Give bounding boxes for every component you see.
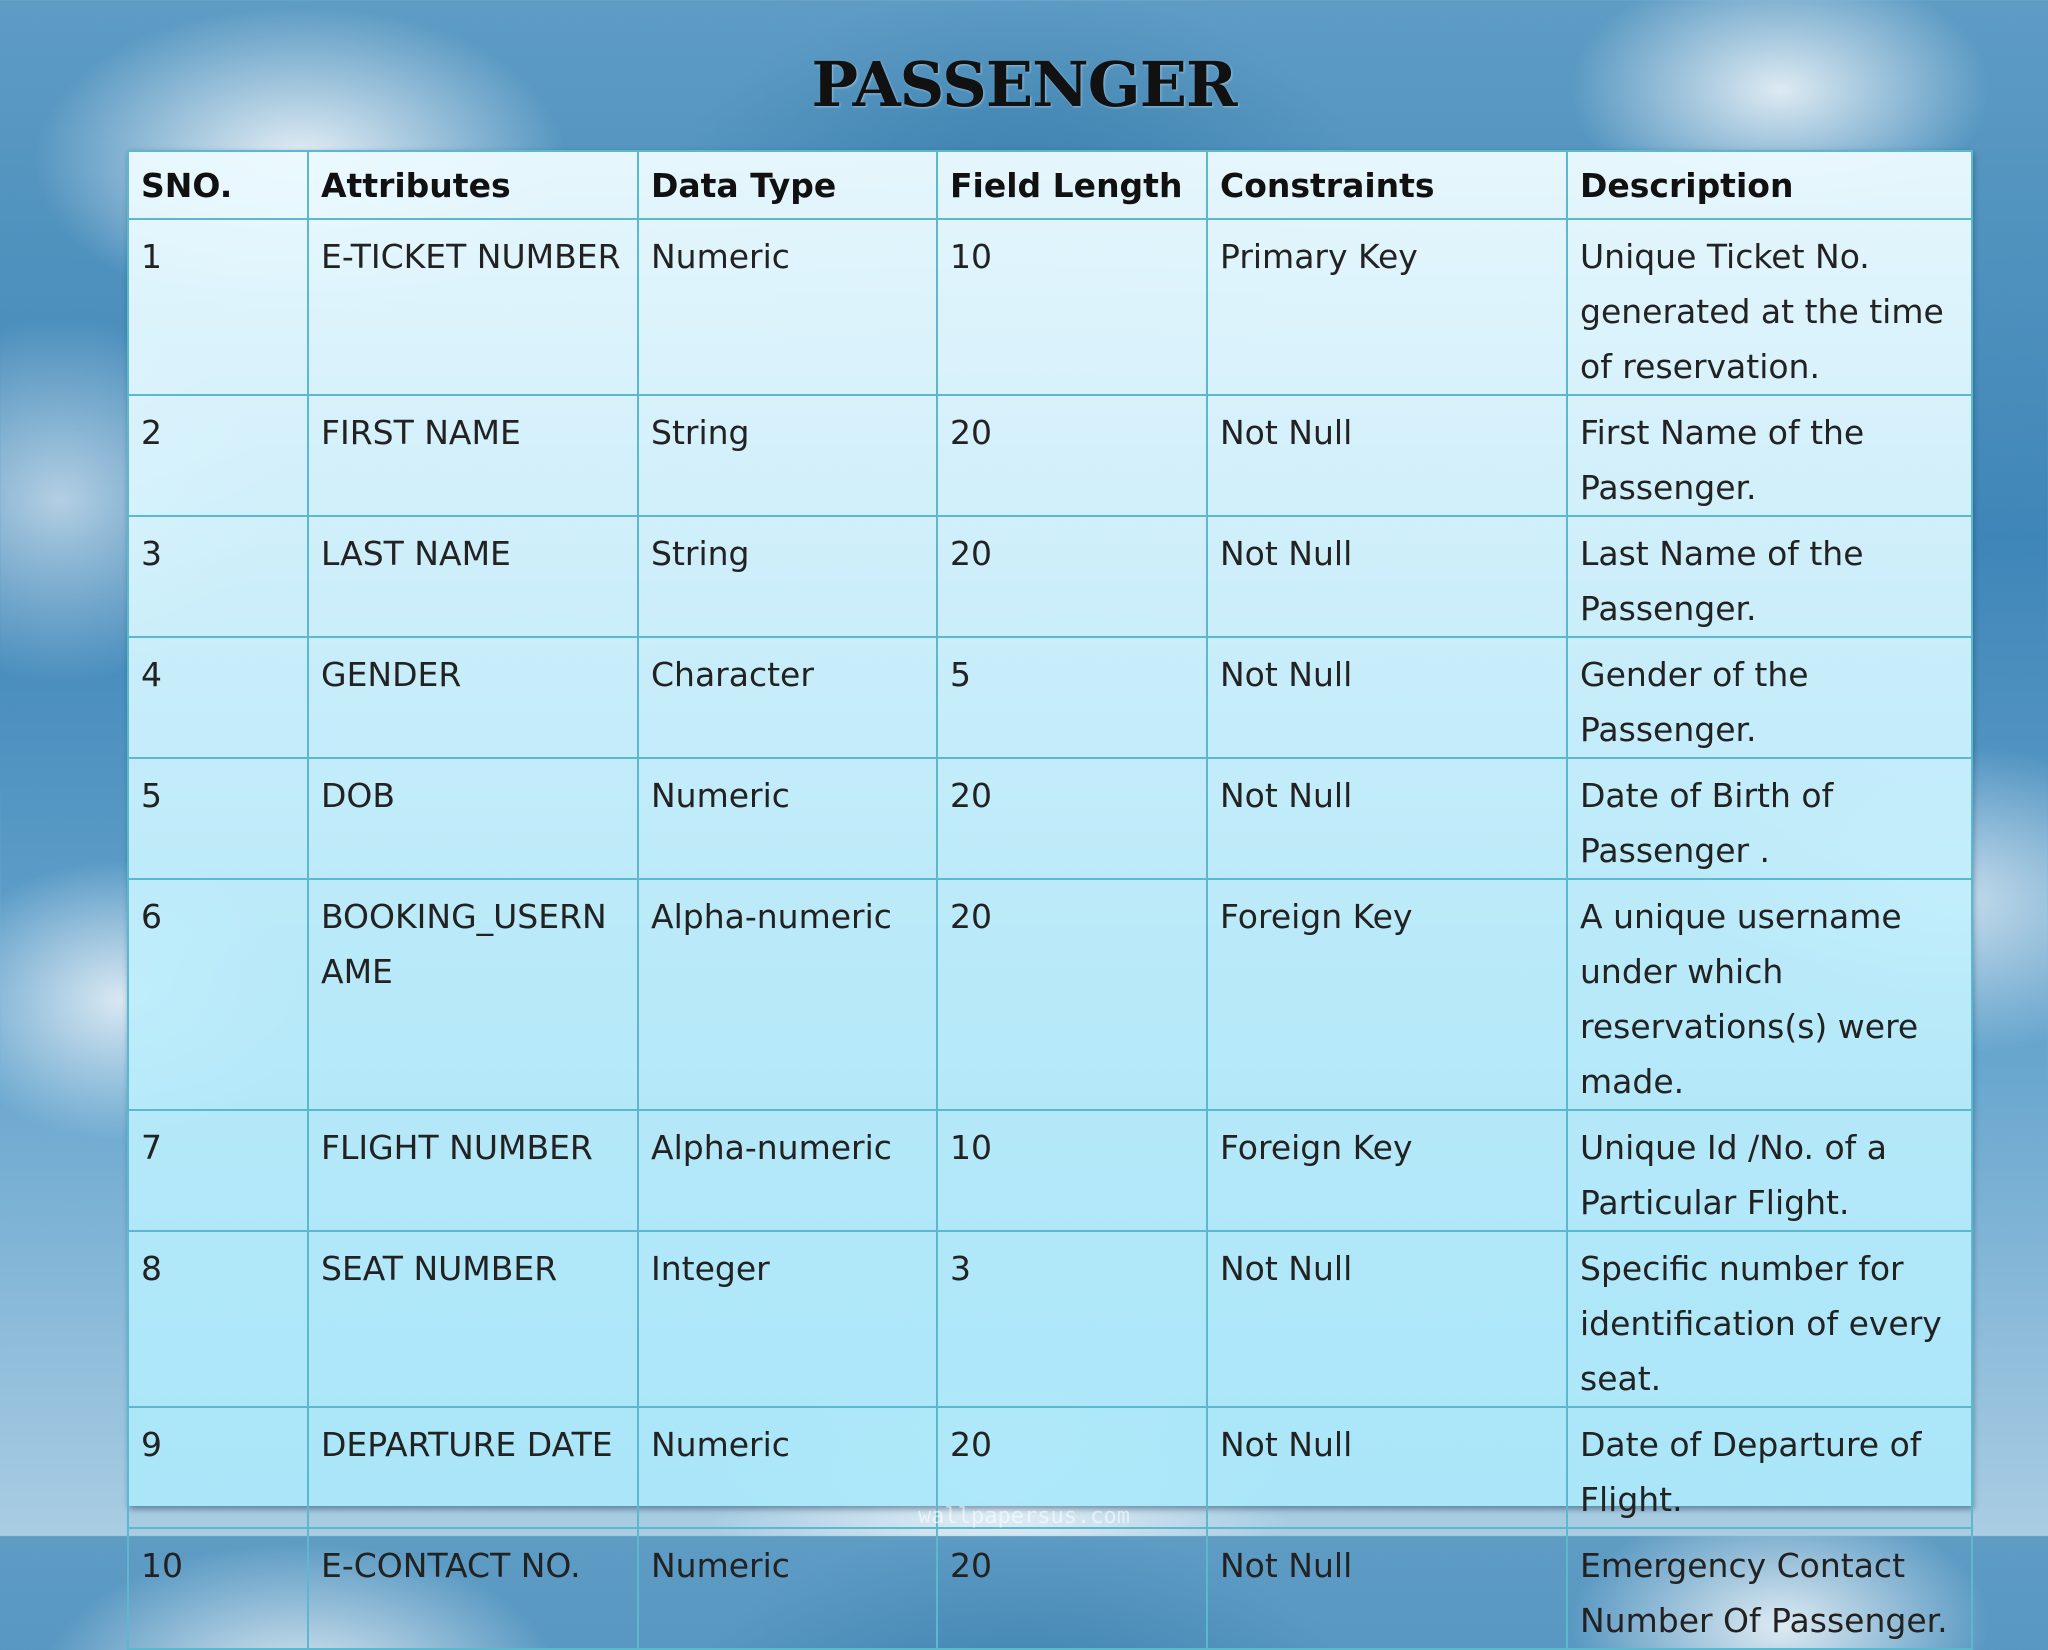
cell-constraints: Not Null (1207, 516, 1567, 637)
cell-description: First Name of the Passenger. (1567, 395, 1972, 516)
cell-attribute: SEAT NUMBER (308, 1231, 638, 1407)
cell-constraints: Not Null (1207, 758, 1567, 879)
cell-description: Specific number for identification of every seat. (1567, 1231, 1972, 1407)
cell-field-length: 20 (937, 879, 1207, 1110)
cell-field-length: 5 (937, 637, 1207, 758)
cell-description: Unique Ticket No. generated at the time of reservation. (1567, 219, 1972, 395)
cell-description: Date of Departure of Flight. (1567, 1407, 1972, 1528)
cell-data-type: Numeric (638, 1528, 937, 1649)
cell-field-length: 3 (937, 1231, 1207, 1407)
cell-attribute: FIRST NAME (308, 395, 638, 516)
cell-attribute: BOOKING_USERNAME (308, 879, 638, 1110)
cell-sno: 2 (128, 395, 308, 516)
cell-sno: 3 (128, 516, 308, 637)
cell-data-type: Numeric (638, 219, 937, 395)
cell-field-length: 20 (937, 395, 1207, 516)
page-title: PASSENGER (811, 48, 1237, 121)
table-row (128, 637, 1972, 758)
cell-data-type: Alpha-numeric (638, 1110, 937, 1231)
header-description: Description (1567, 151, 1972, 219)
cell-sno: 9 (128, 1407, 308, 1528)
cell-description: Date of Birth of Passenger . (1567, 758, 1972, 879)
cell-data-type: Numeric (638, 758, 937, 879)
cell-description: Gender of the Passenger. (1567, 637, 1972, 758)
cell-sno: 1 (128, 219, 308, 395)
cell-data-type: String (638, 395, 937, 516)
table-row (128, 1110, 1972, 1231)
cell-attribute: DOB (308, 758, 638, 879)
cell-field-length: 20 (937, 758, 1207, 879)
cell-description: Emergency Contact Number Of Passenger. (1567, 1528, 1972, 1649)
cell-description: Unique Id /No. of a Particular Flight. (1567, 1110, 1972, 1231)
cell-sno: 6 (128, 879, 308, 1110)
cell-constraints: Not Null (1207, 637, 1567, 758)
cell-sno: 10 (128, 1528, 308, 1649)
table-header-row (128, 151, 1972, 219)
header-attributes: Attributes (308, 151, 638, 219)
cell-data-type: Character (638, 637, 937, 758)
header-data-type: Data Type (638, 151, 937, 219)
header-constraints: Constraints (1207, 151, 1567, 219)
cell-data-type: Numeric (638, 1407, 937, 1528)
cell-data-type: String (638, 516, 937, 637)
cell-constraints: Not Null (1207, 1528, 1567, 1649)
table-row (128, 1528, 1972, 1649)
cell-field-length: 20 (937, 1407, 1207, 1528)
table-row (128, 516, 1972, 637)
cell-constraints: Foreign Key (1207, 1110, 1567, 1231)
cell-description: A unique username under which reservations(s) were made. (1567, 879, 1972, 1110)
cell-constraints: Not Null (1207, 1407, 1567, 1528)
cell-attribute: FLIGHT NUMBER (308, 1110, 638, 1231)
table-row (128, 1231, 1972, 1407)
cell-sno: 4 (128, 637, 308, 758)
cell-field-length: 10 (937, 219, 1207, 395)
cell-attribute: E-CONTACT NO. (308, 1528, 638, 1649)
table-row (128, 395, 1972, 516)
cell-attribute: LAST NAME (308, 516, 638, 637)
cell-field-length: 20 (937, 1528, 1207, 1649)
table-row (128, 219, 1972, 395)
cell-constraints: Not Null (1207, 1231, 1567, 1407)
table-row (128, 879, 1972, 1110)
cell-field-length: 10 (937, 1110, 1207, 1231)
passenger-attributes-table (127, 150, 1973, 1650)
cell-field-length: 20 (937, 516, 1207, 637)
cell-attribute: GENDER (308, 637, 638, 758)
cell-constraints: Primary Key (1207, 219, 1567, 395)
cell-sno: 5 (128, 758, 308, 879)
header-field-length: Field Length (937, 151, 1207, 219)
cell-sno: 7 (128, 1110, 308, 1231)
watermark-text: wallpapersus.com (918, 1504, 1130, 1529)
cell-description: Last Name of the Passenger. (1567, 516, 1972, 637)
cell-constraints: Foreign Key (1207, 879, 1567, 1110)
cell-attribute: E-TICKET NUMBER (308, 219, 638, 395)
cell-constraints: Not Null (1207, 395, 1567, 516)
cell-data-type: Integer (638, 1231, 937, 1407)
cell-attribute: DEPARTURE DATE (308, 1407, 638, 1528)
header-sno: SNO. (128, 151, 308, 219)
table-row (128, 758, 1972, 879)
cell-data-type: Alpha-numeric (638, 879, 937, 1110)
cell-sno: 8 (128, 1231, 308, 1407)
